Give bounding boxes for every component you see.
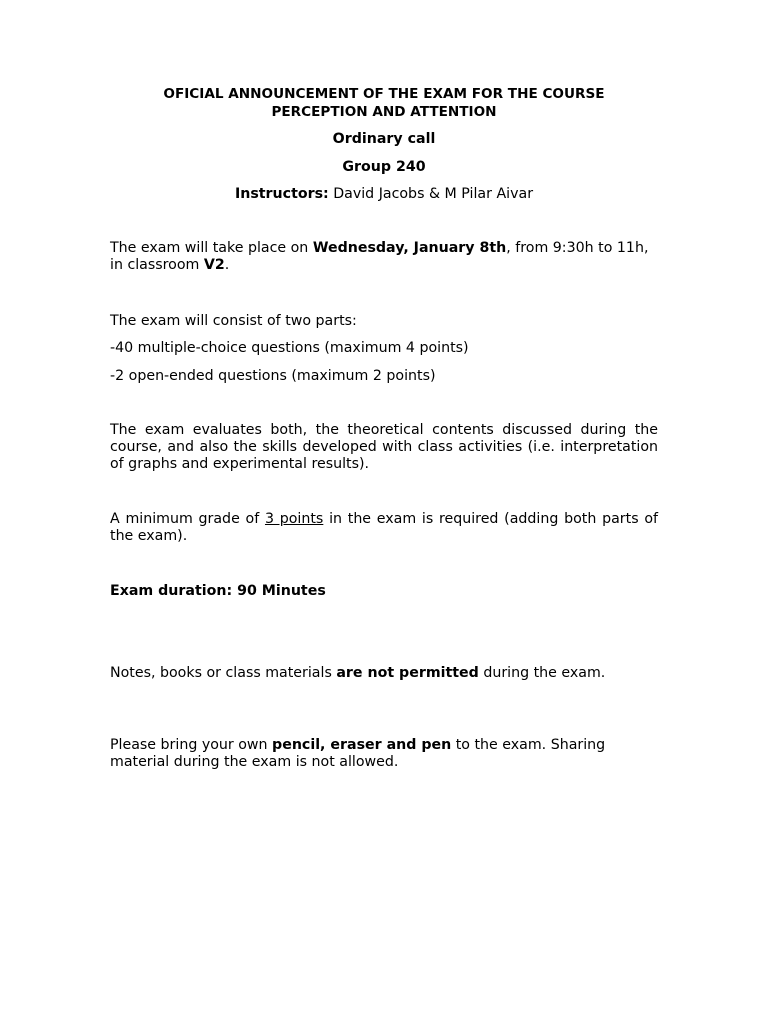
evaluation-paragraph: The exam evaluates both, the theoretical contents discussed during the course, and also the skills developed with class activities (i.e. interpretation of graphs and experimental results).	[110, 422, 658, 472]
grade-text-post: in the exam is required (adding both parts of the exam).	[110, 511, 659, 544]
supplies-text-pre: Please bring your own	[110, 737, 273, 753]
structure-intro: The exam will consist of two parts:	[110, 313, 357, 329]
schedule-paragraph	[110, 240, 658, 274]
schedule-text-mid: , from 9:30h to 11h, in classroom	[110, 240, 649, 273]
structure-part-1: -40 multiple-choice questions (maximum 4 points)	[110, 340, 469, 356]
schedule-text-post: .	[224, 257, 230, 273]
materials-paragraph	[110, 665, 658, 682]
exam-room: V2	[203, 257, 225, 273]
materials-text-post: during the exam.	[478, 665, 606, 681]
call-type: Ordinary call	[332, 131, 436, 147]
title-line-1: OFICIAL ANNOUNCEMENT OF THE EXAM FOR THE COURSE	[163, 86, 605, 102]
supplies-paragraph	[110, 737, 658, 771]
title-line-2: PERCEPTION AND ATTENTION	[271, 104, 497, 120]
materials-text-pre: Notes, books or class materials	[110, 665, 337, 681]
structure-part-2: -2 open-ended questions (maximum 2 points)	[110, 368, 436, 384]
materials-emphasis: are not permitted	[336, 665, 479, 681]
group-number: Group 240	[342, 159, 426, 175]
exam-duration: Exam duration: 90 Minutes	[110, 583, 326, 599]
instructors-line	[0, 186, 768, 203]
supplies-text-post: to the exam. Sharing material during the exam is not allowed.	[110, 737, 606, 770]
supplies-emphasis: pencil, eraser and pen	[272, 737, 452, 753]
instructors-names: David Jacobs & M Pilar Aivar	[328, 186, 534, 202]
schedule-text-pre: The exam will take place on	[110, 240, 313, 256]
minimum-points: 3 points	[264, 511, 324, 527]
grade-paragraph	[110, 511, 658, 545]
grade-text-pre: A minimum grade of	[110, 511, 265, 527]
instructors-label: Instructors:	[234, 186, 329, 202]
exam-date: Wednesday, January 8th	[312, 240, 507, 256]
